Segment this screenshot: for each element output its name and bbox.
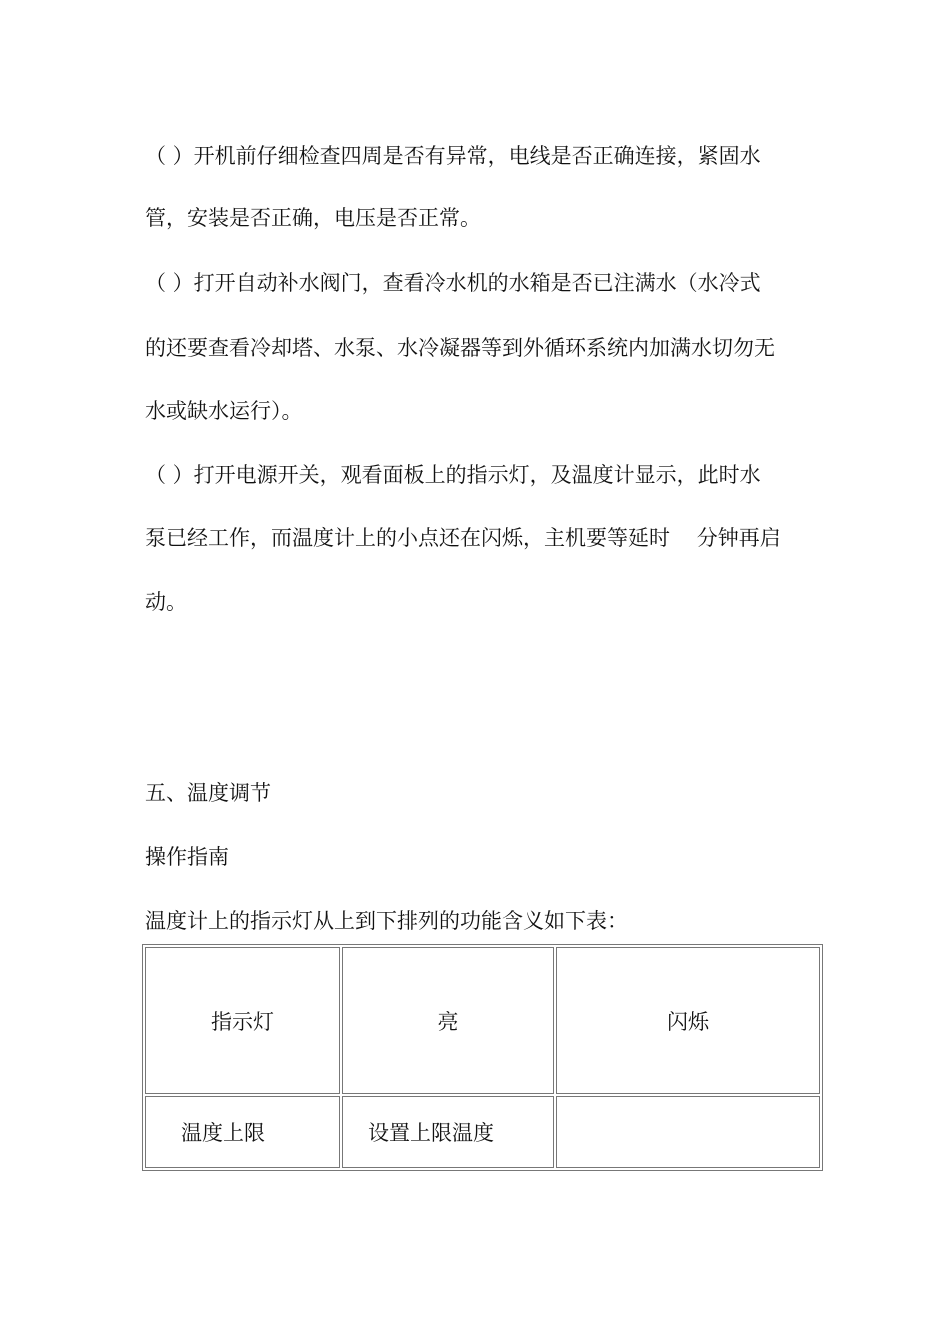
table-intro: 温度计上的指示灯从上到下排列的功能含义如下表： [145,909,628,933]
section-subheading: 操作指南 [145,845,229,869]
paragraph-2-line-2: 的还要查看冷却塔、水泵、水冷凝器等到外循环系统内加满水切勿无 [145,336,775,360]
table-cell: 温度上限 [145,1096,340,1168]
paragraph-2-line-1: （ ）打开自动补水阀门，查看冷水机的水箱是否已注满水（水冷式 [145,271,761,295]
header-cell-blink: 闪烁 [556,947,820,1094]
table-header-row [145,947,820,1094]
header-cell-on: 亮 [342,947,554,1094]
table-row [145,1096,820,1168]
paragraph-3-line-1: （ ）打开电源开关，观看面板上的指示灯，及温度计显示，此时水 [145,463,761,487]
indicator-table [142,944,823,1171]
table-cell: 设置上限温度 [342,1096,554,1168]
header-cell-indicator: 指示灯 [145,947,340,1094]
paragraph-1-line-2: 管，安装是否正确，电压是否正常。 [145,206,481,230]
paragraph-1-line-1: （ ）开机前仔细检查四周是否有异常，电线是否正确连接，紧固水 [145,144,761,168]
table-cell [556,1096,820,1168]
paragraph-3-line-3: 动。 [145,590,187,614]
section-heading: 五、温度调节 [145,781,271,805]
paragraph-3-line-2: 泵已经工作，而温度计上的小点还在闪烁，主机要等延时 分钟再启 [145,526,781,550]
paragraph-2-line-3: 水或缺水运行）。 [145,399,303,423]
